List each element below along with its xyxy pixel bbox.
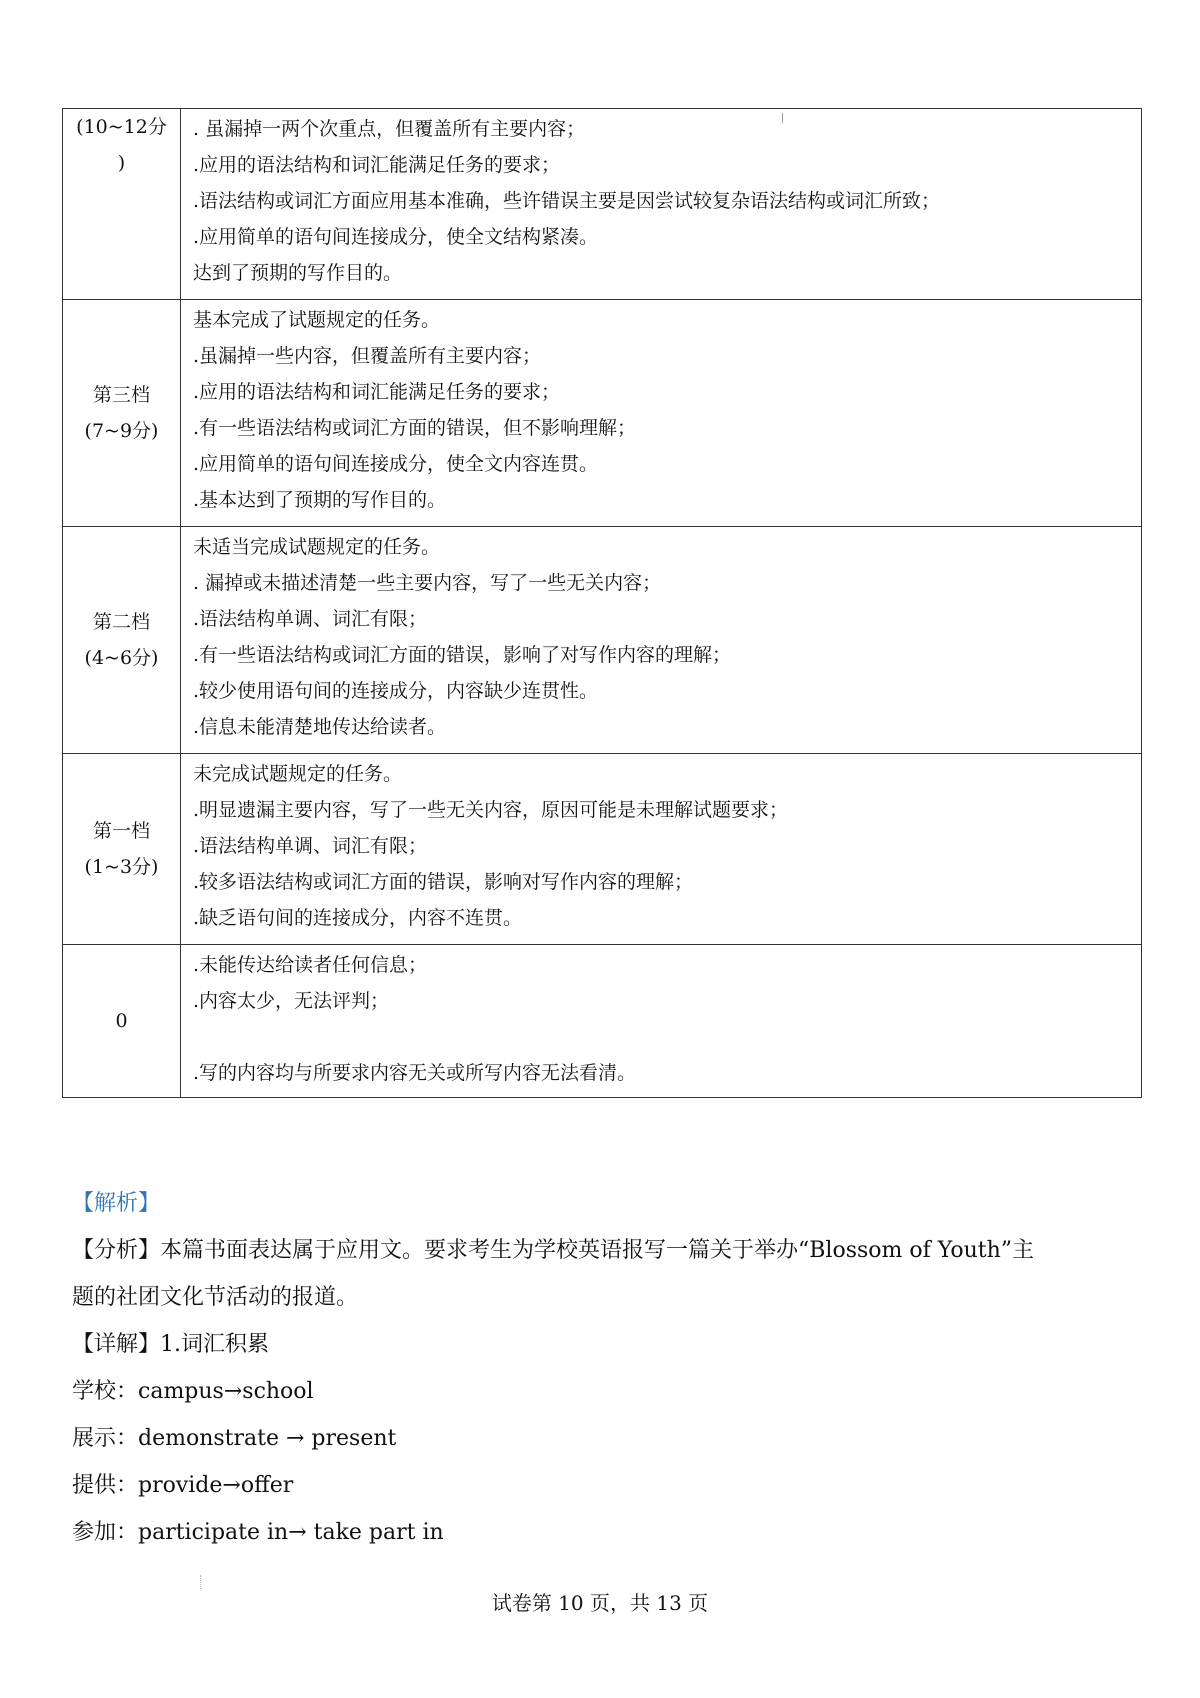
criteria-line: .内容太少，无法评判； <box>193 990 390 1012</box>
criteria-line: .应用的语法结构和词汇能满足任务的要求； <box>193 154 561 176</box>
criteria-line: .虽漏掉一些内容，但覆盖所有主要内容； <box>193 345 542 367</box>
criteria-line: .明显遗漏主要内容，写了一些无关内容，原因可能是未理解试题要求； <box>193 799 789 821</box>
rubric-row-level-1 <box>63 754 1142 945</box>
analysis-heading: 【解析】 <box>72 1191 161 1216</box>
criteria-line: .应用简单的语句间连接成分，使全文内容连贯。 <box>193 453 599 475</box>
vocab-item: 展示：demonstrate → present <box>72 1426 397 1451</box>
criteria-line: 达到了预期的写作目的。 <box>193 262 403 284</box>
criteria-line: .应用简单的语句间连接成分，使全文结构紧凑。 <box>193 226 599 248</box>
edit-mark <box>782 113 783 123</box>
criteria-line: .未能传达给读者任何信息； <box>193 954 428 976</box>
page-footer: 试卷第 10 页，共 13 页 <box>491 1591 709 1615</box>
criteria-line: .语法结构或词汇方面应用基本准确，些许错误主要是因尝试较复杂语法结构或词汇所致； <box>193 190 941 212</box>
criteria-line: .语法结构单调、词汇有限； <box>193 608 428 630</box>
vocab-item: 参加：participate in→ take part in <box>72 1520 444 1545</box>
analysis-paragraph: 题的社团文化节活动的报道。 <box>72 1285 359 1310</box>
level-label: 0 <box>115 1010 128 1032</box>
criteria-line: .有一些语法结构或词汇方面的错误，影响了对写作内容的理解； <box>193 644 732 666</box>
criteria-line: .应用的语法结构和词汇能满足任务的要求； <box>193 381 561 403</box>
analysis-section <box>72 1180 1142 1556</box>
detail-heading: 【详解】1.词汇积累 <box>72 1332 269 1357</box>
criteria-line: 未完成试题规定的任务。 <box>193 763 403 785</box>
criteria-cell <box>181 754 1142 945</box>
level-label: (1~3分) <box>84 856 159 878</box>
blank-line <box>193 1019 1141 1055</box>
criteria-line: .有一些语法结构或词汇方面的错误，但不影响理解； <box>193 417 637 439</box>
criteria-line: .信息未能清楚地传达给读者。 <box>193 716 447 738</box>
criteria-line: . 漏掉或未描述清楚一些主要内容，写了一些无关内容； <box>193 572 662 594</box>
criteria-line: .写的内容均与所要求内容无关或所写内容无法看清。 <box>193 1062 637 1084</box>
criteria-line: 未适当完成试题规定的任务。 <box>193 536 441 558</box>
criteria-cell <box>181 527 1142 754</box>
level-cell <box>63 754 181 945</box>
level-label: (7~9分) <box>84 420 159 442</box>
criteria-cell <box>181 945 1142 1098</box>
vocab-item: 学校：campus→school <box>72 1379 314 1404</box>
criteria-line: .缺乏语句间的连接成分，内容不连贯。 <box>193 907 523 929</box>
criteria-line: .较多语法结构或词汇方面的错误，影响对写作内容的理解； <box>193 871 694 893</box>
level-cell <box>63 527 181 754</box>
criteria-line: .较少使用语句间的连接成分，内容缺少连贯性。 <box>193 680 599 702</box>
criteria-line: .语法结构单调、词汇有限； <box>193 835 428 857</box>
level-label: (10~12分 <box>76 116 167 138</box>
criteria-line: . 虽漏掉一两个次重点，但覆盖所有主要内容； <box>193 118 586 140</box>
criteria-line: 基本完成了试题规定的任务。 <box>193 309 441 331</box>
analysis-paragraph: 【分析】本篇书面表达属于应用文。要求考生为学校英语报写一篇关于举办“Blossom of Youth”主 <box>72 1238 1035 1263</box>
level-cell <box>63 945 181 1098</box>
criteria-line: .基本达到了预期的写作目的。 <box>193 489 447 511</box>
criteria-cell <box>181 109 1142 300</box>
level-cell <box>63 300 181 527</box>
level-label: 第一档 <box>92 820 150 842</box>
vocab-item: 提供：provide→offer <box>72 1473 294 1498</box>
level-cell <box>63 109 181 300</box>
rubric-row-level-0 <box>63 945 1142 1098</box>
level-label: 第二档 <box>92 611 150 633</box>
rubric-row-level-3 <box>63 300 1142 527</box>
level-label: ) <box>117 152 126 174</box>
rubric-row-level-2 <box>63 527 1142 754</box>
scoring-rubric-table <box>62 108 1142 1098</box>
level-label: 第三档 <box>92 384 150 406</box>
criteria-cell <box>181 300 1142 527</box>
rubric-row-top <box>63 109 1142 300</box>
level-label: (4~6分) <box>84 647 159 669</box>
